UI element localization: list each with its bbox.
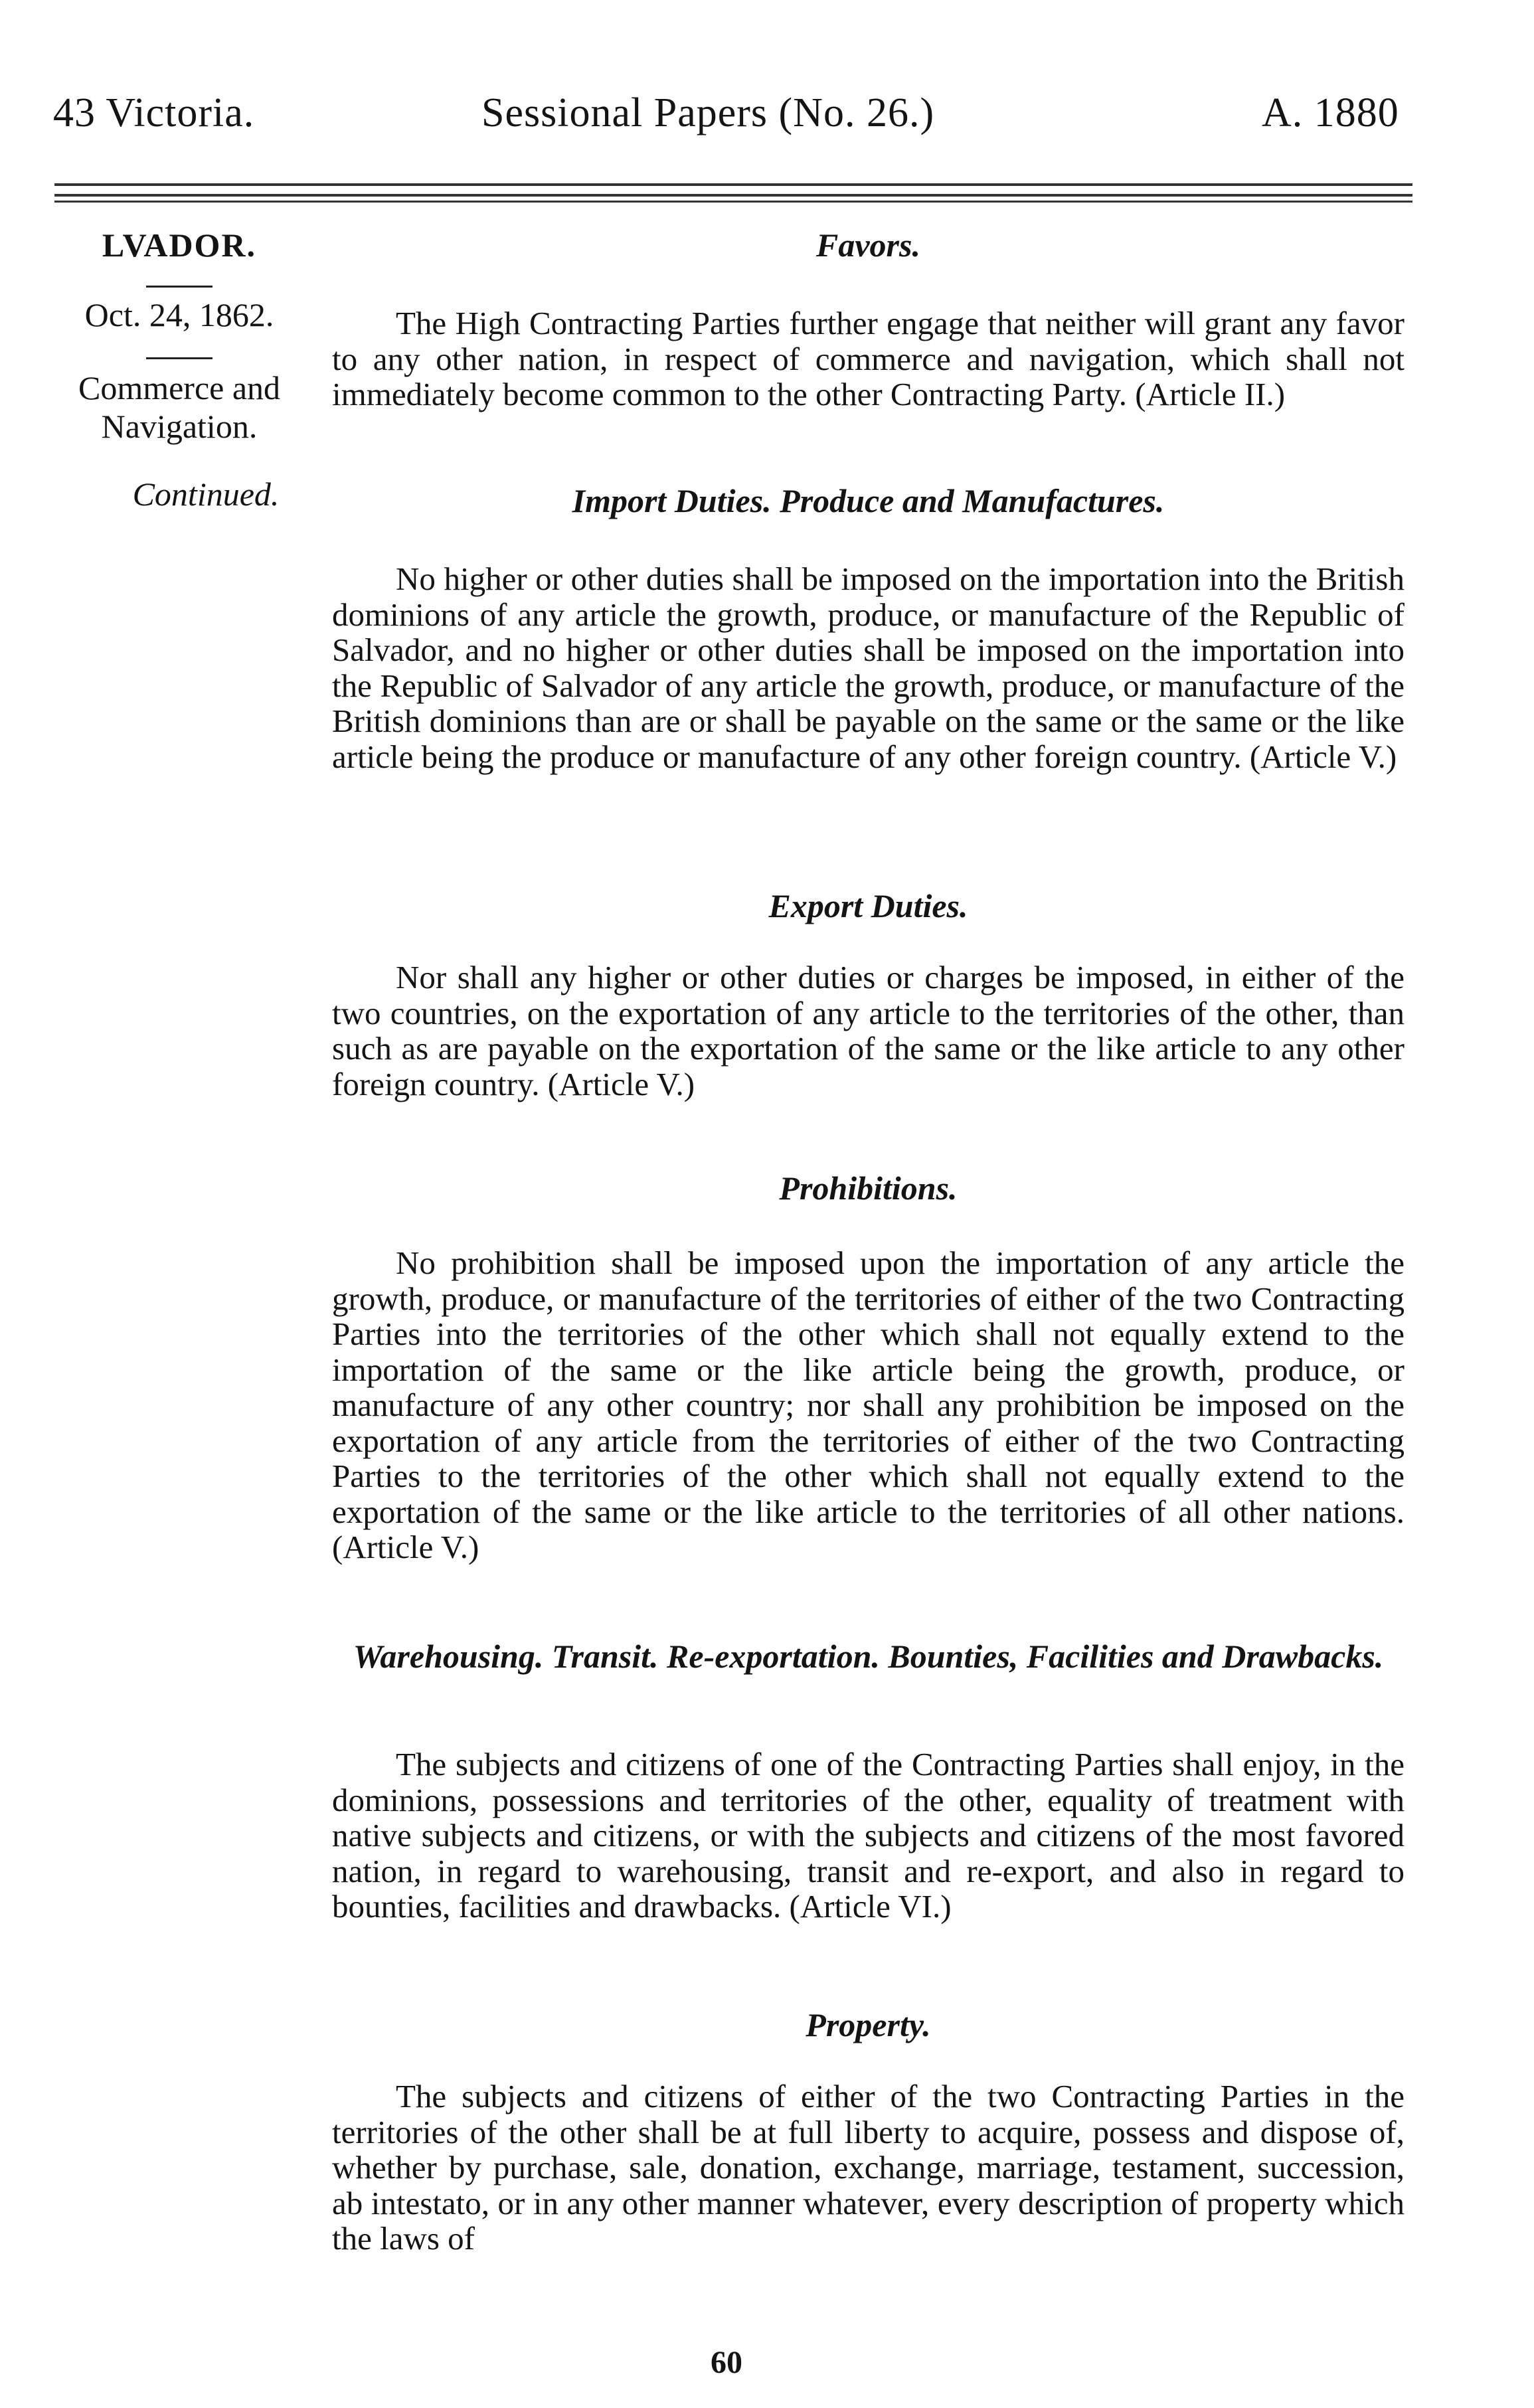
section-heading-favors: Favors. (816, 226, 920, 264)
section-text-export-duties: Nor shall any higher or other duties or charges be imposed, in either of the two countries, on the exportation of any article to the territories of the other, than such as are payable on the exportation of the same or the like article to any other foreign country. (Article V.) (332, 959, 1405, 1102)
section-heading-import-duties: Import Duties. Produce and Manufactures. (572, 482, 1165, 519)
header-title: Sessional Papers (No. 26.) (481, 90, 935, 135)
section-text-prohibitions: No prohibition shall be imposed upon the importation of any article the growth, produce, or manufacture of the territories of either of the two Contracting Parties into the territories of the other which shall not equally extend to the importation of the same or the like article being the growth, produce, or manufacture of any other country; nor shall any prohibition be imposed on the exportation of any article from the territories of either of the two Contracting Parties to the territories of the other which shall not equally extend to the exportation of the same or the like article to the territories of all other nations. (Article V.) (332, 1245, 1405, 1565)
section-heading-prohibitions: Prohibitions. (779, 1169, 958, 1207)
margin-country: LVADOR. (102, 226, 257, 264)
margin-divider (146, 357, 213, 359)
margin-date: Oct. 24, 1862. (84, 296, 274, 333)
margin-subject: Commerce and Navigation. (78, 369, 281, 445)
section-heading-warehousing: Warehousing. Transit. Re-exportation. Bounties, Facilities and Drawbacks. (353, 1638, 1384, 1675)
header-year: A. 1880 (1262, 90, 1399, 135)
header-rule (54, 183, 1412, 186)
section-heading-property: Property. (806, 2006, 931, 2043)
section-text-import-duties: No higher or other duties shall be imposed on the importation into the British dominions of any article the growth, produce, or manufacture of the Republic of Salvador, and no higher or other duties shall be imposed on the importation into the Republic of Salvador of any article the growth, produce, or manufacture of the British dominions than are or shall be payable on the same or the same or the like article being the produce or manufacture of any other foreign country. (Article V.) (332, 560, 1405, 775)
header-rule (54, 201, 1412, 203)
page-number: 60 (711, 2345, 742, 2380)
header-volume: 43 Victoria. (53, 90, 255, 135)
section-text-favors: The High Contracting Parties further engage that neither will grant any favor to any other nation, in respect of commerce and navigation, which shall not immediately become common to the other Contracting Party. (Article II.) (332, 305, 1405, 412)
margin-divider (146, 286, 213, 288)
margin-continued: Continued. (132, 475, 280, 513)
section-text-warehousing: The subjects and citizens of one of the Contracting Parties shall enjoy, in the dominions, possessions and territories of the other, equality of treatment with native subjects and citizens, or with the subjects and citizens of the most favored nation, in regard to warehousing, transit and re-export, and also in regard to bounties, facilities and drawbacks. (Article VI.) (332, 1746, 1405, 1925)
section-heading-export-duties: Export Duties. (768, 887, 968, 924)
section-text-property: The subjects and citizens of either of the two Contracting Parties in the territories of the other shall be at full liberty to acquire, possess and dispose of, whether by purchase, sale, donation, exchange, marriage, testament, succession, ab intestato, or in any other manner whatever, every description of property which the laws of (332, 2078, 1405, 2257)
header-rule (54, 194, 1412, 197)
